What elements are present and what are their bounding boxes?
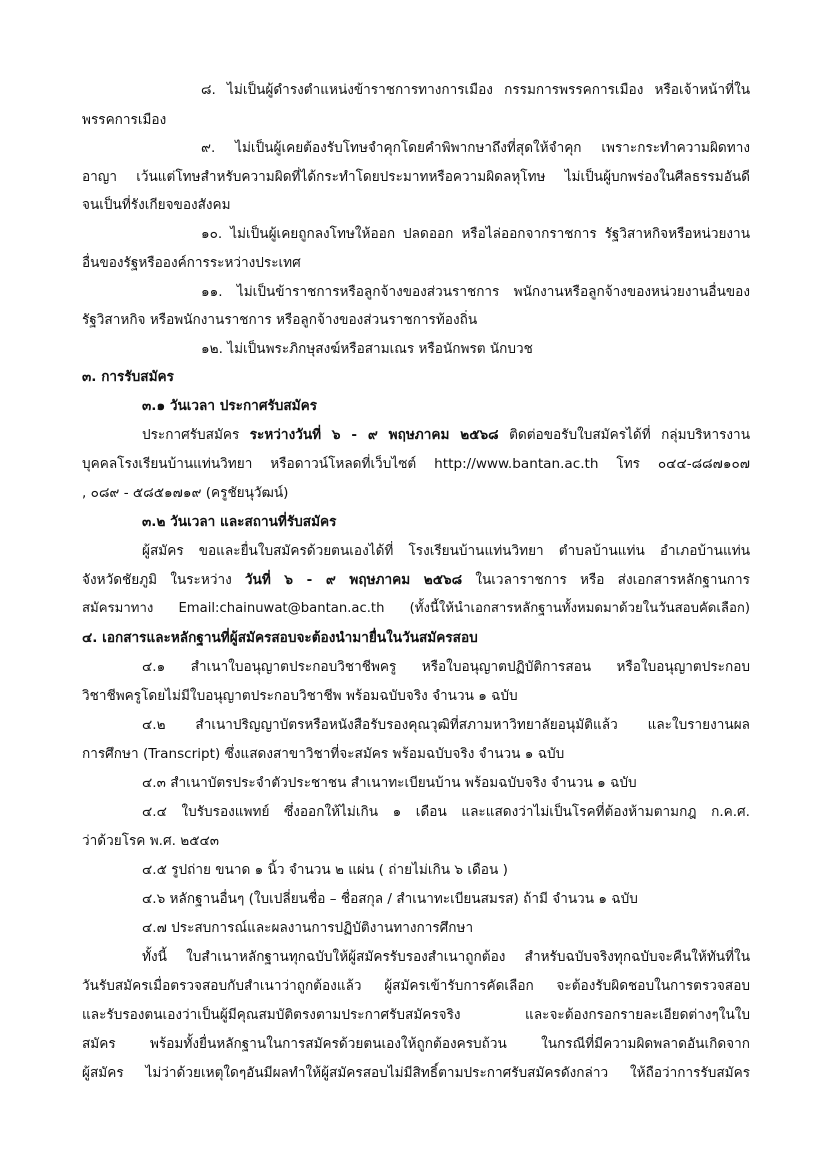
section-3-1-line-3: , ๐๘๙ - ๕๘๕๑๗๑๙ (ครูชัยนุวัฒน์) (82, 485, 289, 501)
item-10-line-2: อื่นของรัฐหรือองค์การระหว่างประเทศ (82, 255, 301, 271)
item-12: ๑๒. ไม่เป็นพระภิกษุสงฆ์หรือสามเณร หรือนักพรต นักบวช (201, 341, 533, 357)
doc-4-4-line-1: ๔.๔ ใบรับรองแพทย์ ซึ่งออกให้ไม่เกิน ๑ เดือน และแสดงว่าไม่เป็นโรคที่ต้องห้ามตามกฎ ก.ค.ศ. (142, 804, 750, 820)
section-3-1-line-2: บุคคลโรงเรียนบ้านแท่นวิทยา หรือดาวน์โหลดที่เว็บไซต์ http://www.bantan.ac.th โทร ๐๔๔-๘๘๗๑๐๗ (82, 456, 750, 472)
doc-4-3: ๔.๓ สำเนาบัตรประจำตัวประชาชน สำเนาทะเบียนบ้าน พร้อมฉบับจริง จำนวน ๑ ฉบับ (142, 775, 637, 791)
item-9-line-3: จนเป็นที่รังเกียจของสังคม (82, 197, 231, 213)
section-3-2-heading: ๓.๒ วันเวลา และสถานที่รับสมัคร (142, 514, 337, 530)
doc-4-2-line-1: ๔.๒ สำเนาปริญญาบัตรหรือหนังสือรับรองคุณวุฒิที่สภามหาวิทยาลัยอนุมัติแล้ว และใบรายงานผล (142, 717, 750, 733)
item-9-line-1: ๙. ไม่เป็นผู้เคยต้องรับโทษจำคุกโดยคำพิพากษาถึงที่สุดให้จำคุก เพราะกระทำความผิดทาง (201, 140, 750, 156)
doc-4-4-line-2: ว่าด้วยโรค พ.ศ. ๒๕๔๓ (82, 833, 220, 849)
item-11-line-1: ๑๑. ไม่เป็นข้าราชการหรือลูกจ้างของส่วนราชการ พนักงานหรือลูกจ้างของหน่วยงานอื่นของ (201, 284, 750, 300)
doc-4-1-line-1: ๔.๑ สำเนาใบอนุญาตประกอบวิชาชีพครู หรือใบอนุญาตปฏิบัติการสอน หรือใบอนุญาตประกอบ (142, 659, 750, 675)
section-4-heading: ๔. เอกสารและหลักฐานที่ผู้สมัครสอบจะต้องนำมายื่นในวันสมัครสอบ (82, 630, 478, 646)
application-dates: วันที่ ๖ - ๙ พฤษภาคม ๒๕๖๘ (244, 572, 463, 588)
doc-4-1-line-2: วิชาชีพครูโดยไม่มีใบอนุญาตประกอบวิชาชีพ พร้อมฉบับจริง จำนวน ๑ ฉบับ (82, 688, 518, 704)
item-8-line-2: พรรคการเมือง (82, 112, 167, 128)
doc-4-6: ๔.๖ หลักฐานอื่นๆ (ใบเปลี่ยนชื่อ – ชื่อสกุล / สำเนาทะเบียนสมรส) ถ้ามี จำนวน ๑ ฉบับ (142, 891, 638, 907)
section-3-1-line-1 (142, 425, 750, 445)
section-3-heading: ๓. การรับสมัคร (82, 369, 174, 385)
doc-4-5: ๔.๕ รูปถ่าย ขนาด ๑ นิ้ว จำนวน ๒ แผ่น ( ถ่ายไม่เกิน ๖ เดือน ) (142, 862, 508, 878)
note-line-3: และรับรองตนเองว่าเป็นผู้มีคุณสมบัติตรงตามประกาศรับสมัครจริง และจะต้องกรอกรายละเอียดต่างๆในใบ (82, 1007, 750, 1023)
application-channel: ในเวลาราชการ หรือ ส่งเอกสารหลักฐานการ (462, 572, 750, 588)
application-period-label: จังหวัดชัยภูมิ ในระหว่าง (82, 572, 245, 588)
announcement-dates: ระหว่างวันที่ ๖ - ๙ พฤษภาคม ๒๕๖๘ (249, 427, 499, 443)
section-3-2-line-2 (82, 570, 750, 590)
item-8-line-1: ๘. ไม่เป็นผู้ดำรงตำแหน่งข้าราชการทางการเมือง กรรมการพรรคการเมือง หรือเจ้าหน้าที่ใน (201, 82, 750, 98)
item-10-line-1: ๑๐. ไม่เป็นผู้เคยถูกลงโทษให้ออก ปลดออก หรือไล่ออกจากราชการ รัฐวิสาหกิจหรือหน่วยงาน (201, 226, 750, 242)
section-3-2-line-1: ผู้สมัคร ขอและยื่นใบสมัครด้วยตนเองได้ที่ โรงเรียนบ้านแท่นวิทยา ตำบลบ้านแท่น อำเภอบ้านแท่น (142, 543, 750, 559)
doc-4-7: ๔.๗ ประสบการณ์และผลงานการปฏิบัติงานทางการศึกษา (142, 920, 474, 936)
note-line-1: ทั้งนี้ ใบสำเนาหลักฐานทุกฉบับให้ผู้สมัครรับรองสำเนาถูกต้อง สำหรับฉบับจริงทุกฉบับจะคืนให้ทันที่ใน (142, 949, 750, 965)
announcement-contact: ติดต่อขอรับใบสมัครได้ที่ กลุ่มบริหารงาน (498, 427, 750, 443)
note-line-4: สมัคร พร้อมทั้งยื่นหลักฐานในการสมัครด้วยตนเองให้ถูกต้องครบถ้วน ในกรณีที่มีความผิดพลาดอันเกิดจาก (82, 1036, 750, 1052)
section-3-1-heading: ๓.๑ วันเวลา ประกาศรับสมัคร (142, 398, 318, 414)
section-3-2-line-3: สมัครมาทาง Email:chainuwat@bantan.ac.th (ทั้งนี้ให้นำเอกสารหลักฐานทั้งหมดมาด้วยในวันสอบคัดเลือก) (82, 601, 750, 616)
note-line-5: ผู้สมัคร ไม่ว่าด้วยเหตุใดๆอันมีผลทำให้ผู้สมัครสอบไม่มีสิทธิ์ตามประกาศรับสมัครดังกล่าว ให้ถือว่าการรับสมัคร (82, 1065, 750, 1081)
doc-4-2-line-2: การศึกษา (Transcript) ซึ่งแสดงสาขาวิชาที่จะสมัคร พร้อมฉบับจริง จำนวน ๑ ฉบับ (82, 746, 565, 762)
announcement-label: ประกาศรับสมัคร (142, 427, 250, 443)
item-11-line-2: รัฐวิสาหกิจ หรือพนักงานราชการ หรือลูกจ้างของส่วนราชการท้องถิ่น (82, 312, 478, 328)
item-9-line-2: อาญา เว้นแต่โทษสำหรับความผิดที่ได้กระทำโดยประมาทหรือความผิดลหุโทษ ไม่เป็นผู้บกพร่องในศีลธรรมอันดี (82, 169, 750, 185)
note-line-2: วันรับสมัครเมื่อตรวจสอบกับสำเนาว่าถูกต้องแล้ว ผู้สมัครเข้ารับการคัดเลือก จะต้องรับผิดชอบในการตรวจสอบ (82, 978, 750, 994)
